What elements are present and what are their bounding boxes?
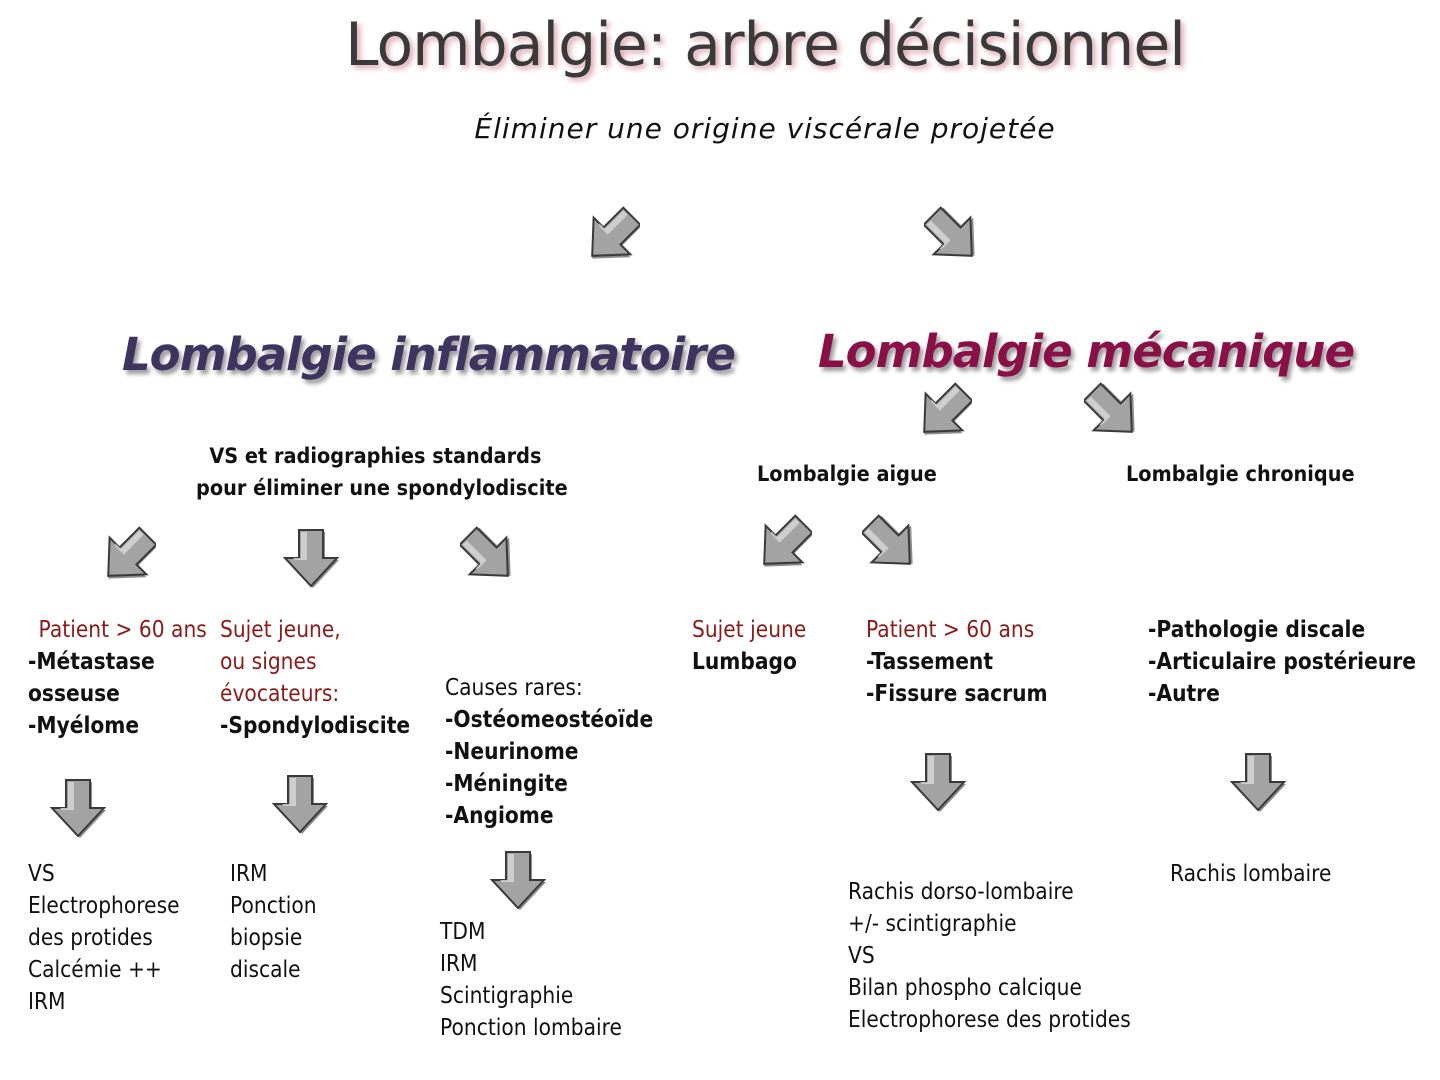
diagnosis-text: -Spondylodiscite xyxy=(220,713,411,739)
inflammatory-col1 xyxy=(28,614,207,742)
chronic-tests xyxy=(1170,858,1332,890)
diagnosis-text: -Tassement xyxy=(866,649,994,675)
test-text: Electrophorese xyxy=(28,893,180,919)
test-text: VS xyxy=(848,943,875,969)
diagnosis-text: -Méningite xyxy=(445,771,568,797)
branch-inflammatory-label: Lombalgie inflammatoire xyxy=(122,328,735,381)
diagnosis-text: Lumbago xyxy=(692,649,797,675)
test-text: IRM xyxy=(440,951,478,977)
acute-young xyxy=(692,614,806,678)
test-text: biopsie xyxy=(230,925,303,951)
test-text: TDM xyxy=(440,919,486,945)
diagnosis-text: -Fissure sacrum xyxy=(866,681,1048,707)
test-text: IRM xyxy=(230,861,268,887)
arrow-down-right-icon xyxy=(924,206,980,266)
arrow-down-right-icon xyxy=(460,526,516,586)
diagnosis-text: -Pathologie discale xyxy=(1148,617,1366,643)
arrow-down-left-icon xyxy=(584,206,640,266)
condition-text: Patient > 60 ans xyxy=(866,617,1035,643)
diagram-title: Lombalgie: arbre décisionnel xyxy=(345,10,1185,80)
diagnosis-text: -Angiome xyxy=(445,803,554,829)
chronic-label: Lombalgie chronique xyxy=(1126,462,1355,486)
inflammatory-col1-tests xyxy=(28,858,180,1018)
arrow-down-icon xyxy=(283,528,339,588)
test-text: des protides xyxy=(28,925,153,951)
arrow-down-left-icon xyxy=(916,382,972,442)
branch-mechanical-label: Lombalgie mécanique xyxy=(818,325,1354,378)
test-text: Scintigraphie xyxy=(440,983,574,1009)
condition-text: Causes rares: xyxy=(445,675,583,701)
condition-text: Sujet jeune xyxy=(692,617,807,643)
arrow-down-icon xyxy=(272,774,328,834)
test-text: Ponction xyxy=(230,893,317,919)
chronic-diagnoses xyxy=(1148,614,1416,710)
test-text: +/- scintigraphie xyxy=(848,911,1017,937)
test-text: Electrophorese des protides xyxy=(848,1007,1131,1033)
arrow-down-left-icon xyxy=(100,526,156,586)
test-text: Bilan phospho calcique xyxy=(848,975,1082,1001)
test-text: Calcémie ++ xyxy=(28,957,162,983)
inflammatory-col2-tests xyxy=(230,858,317,986)
condition-text: évocateurs: xyxy=(220,681,340,707)
inflammatory-col2 xyxy=(220,614,410,742)
condition-text: Patient > 60 ans xyxy=(38,617,207,643)
diagnosis-text: -Métastase xyxy=(28,649,155,675)
condition-text: Sujet jeune, xyxy=(220,617,341,643)
arrow-down-left-icon xyxy=(756,514,812,574)
acute-old xyxy=(866,614,1048,710)
test-text: Rachis dorso-lombaire xyxy=(848,879,1074,905)
test-text: Ponction lombaire xyxy=(440,1015,622,1041)
diagnosis-text: -Ostéomeostéoïde xyxy=(445,707,654,733)
arrow-down-icon xyxy=(1230,752,1286,812)
diagnosis-text: osseuse xyxy=(28,681,120,707)
inflammatory-step-line: pour éliminer une spondylodiscite xyxy=(196,476,568,500)
arrow-down-right-icon xyxy=(1084,382,1140,442)
arrow-down-icon xyxy=(50,778,106,838)
arrow-down-icon xyxy=(490,850,546,910)
test-text: IRM xyxy=(28,989,66,1015)
inflammatory-col3 xyxy=(445,672,653,832)
diagram-subtitle: Éliminer une origine viscérale projetée xyxy=(474,112,1056,145)
test-text: discale xyxy=(230,957,301,983)
inflammatory-col3-tests xyxy=(440,916,622,1044)
diagnosis-text: -Myélome xyxy=(28,713,140,739)
diagnosis-text: -Autre xyxy=(1148,681,1220,707)
arrow-down-right-icon xyxy=(862,514,918,574)
inflammatory-step xyxy=(196,440,568,504)
condition-text: ou signes xyxy=(220,649,317,675)
arrow-down-icon xyxy=(910,752,966,812)
diagnosis-text: -Articulaire postérieure xyxy=(1148,649,1416,675)
test-text: Rachis lombaire xyxy=(1170,861,1332,887)
diagnosis-text: -Neurinome xyxy=(445,739,579,765)
acute-label: Lombalgie aigue xyxy=(757,462,937,486)
acute-old-tests xyxy=(848,876,1131,1036)
inflammatory-step-line: VS et radiographies standards xyxy=(209,444,542,468)
test-text: VS xyxy=(28,861,55,887)
